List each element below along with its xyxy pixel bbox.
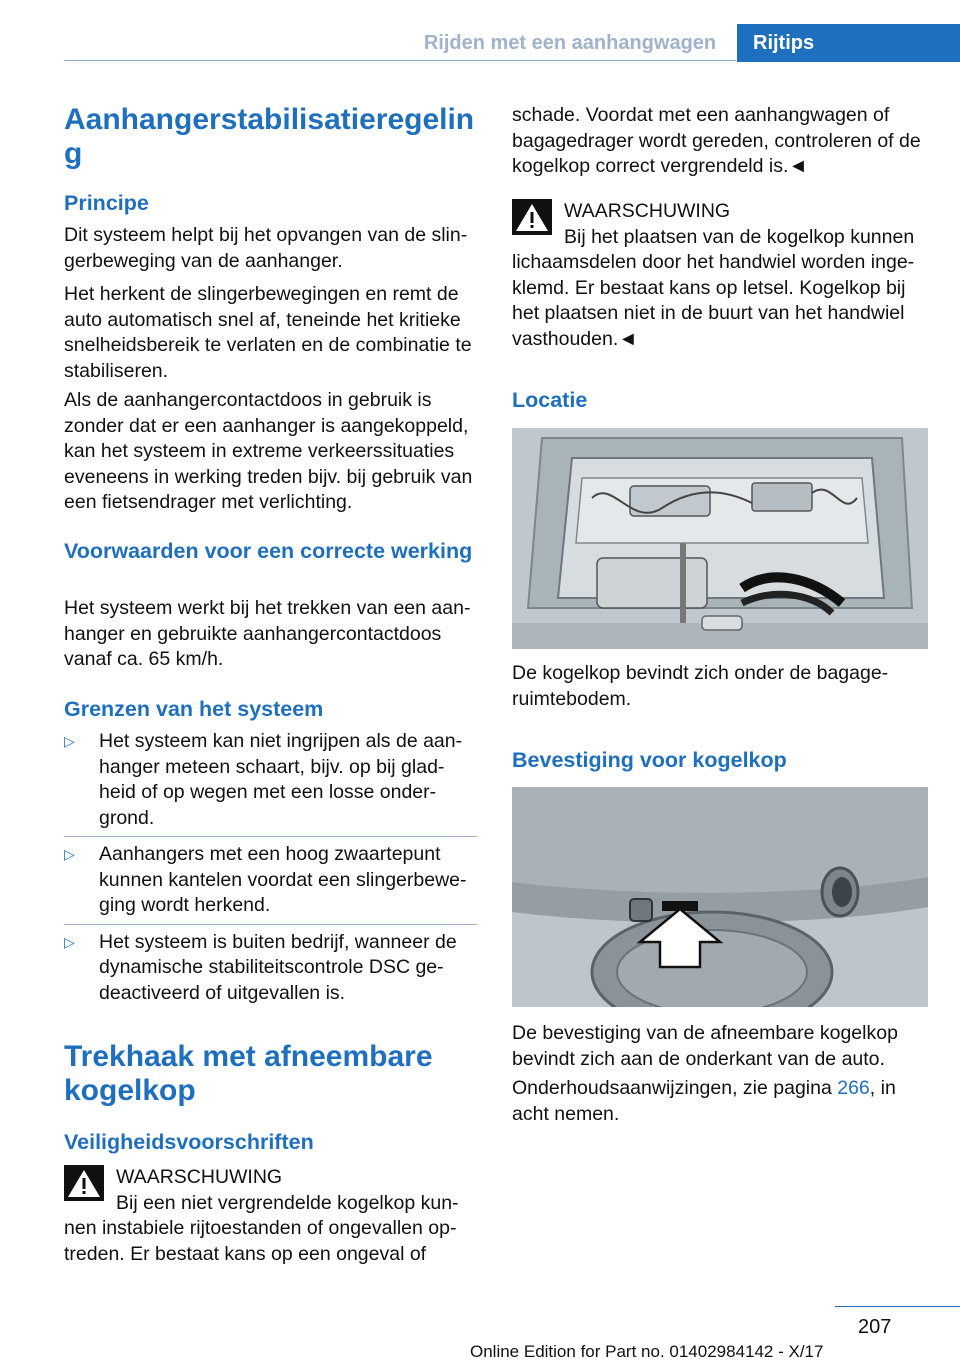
list-item [64,729,477,836]
heading-trekhaak: Trekhaak met afneembare kogelkop [64,1040,433,1107]
list-item-text: Aanhangers met een hoog zwaartepunt kunnen kantelen voordat een slingerbewe-ging wordt herkend. [99,843,467,916]
paragraph-bevestiging-2 [512,1076,928,1127]
heading-bevestiging: Bevestiging voor kogelkop [512,748,787,772]
warning-triangle-icon [512,199,552,235]
list-item-text: Het systeem kan niet ingrijpen als de aan-hanger meteen schaart, bijv. op bij glad-heid of op wegen met een losse onder-grond. [99,730,463,829]
heading-veiligheidsvoorschriften: Veiligheidsvoorschriften [64,1130,314,1154]
warning-triangle-icon [64,1165,104,1201]
bullet-list-grenzen [64,729,477,1006]
paragraph-bevestiging-1: De bevestiging van de afneembare kogelkop bevindt zich aan de onderkant van de auto. [512,1022,898,1070]
warning-label: WAARSCHUWING [116,1166,283,1188]
running-header-chapter: Rijtips [737,24,960,62]
triangle-right-icon: ▷ [64,933,75,950]
text-segment: , in acht nemen. [512,1077,896,1125]
header-rule [64,60,736,61]
paragraph-principe-3: Als de aanhangercontactdoos in gebruik is zonder dat er een aanhanger is aangekoppeld, kan het systeem in extreme verkeerssituaties eveneens in werking treden bijv. bij gebruik van een fietsendrager met verlichting. [64,389,473,513]
warning-block-2 [512,199,928,352]
running-header-section: Rijden met een aanhangwagen [423,32,717,54]
heading-aanhangerstabilisatieregeling: Aanhangerstabilisatieregelin g [64,103,475,170]
warning-text: nen instabiele rijtoestanden of ongevallen op-treden. Er bestaat kans op een ongeval of [64,1217,457,1265]
heading-locatie: Locatie [512,388,588,412]
list-item-divider [64,924,477,925]
warning-text: lichaamsdelen door het handwiel worden inge-klemd. Er bestaat kans op letsel. Kogelkop bij het plaatsen niet in de buurt van het handwiel vasthouden.◄ [512,251,915,350]
paragraph-principe-2: Het herkent de slingerbewegingen en remt de auto automatisch snel af, teneinde het kritieke snelheidsbereik te verlaten en de combinatie te stabiliseren. [64,283,472,382]
warning-block-1 [64,1165,477,1267]
list-item [64,842,477,924]
paragraph-warning-continued: schade. Voordat met een aanhangwagen of bagagedrager wordt gereden, controleren of de kogelkop correct vergrendeld is.◄ [512,104,921,177]
list-item-text: Het systeem is buiten bedrijf, wanneer de dynamische stabiliteitscontrole DSC ge-deactiveerd of uitgevallen is. [99,930,457,1004]
paragraph-principe-1: Dit systeem helpt bij het opvangen van de slin-gerbeweging van de aanhanger. [64,224,468,272]
text-segment: Onderhoudsaanwijzingen, zie pagina [512,1077,838,1099]
warning-label: WAARSCHUWING [564,200,731,222]
triangle-right-icon: ▷ [64,846,75,862]
page-number-rule [835,1306,960,1307]
page-reference-link[interactable]: 266 [837,1077,870,1099]
triangle-right-icon: ▷ [64,733,75,749]
warning-text-first-line: Bij het plaatsen van de kogelkop kunnen [564,225,915,248]
heading-principe: Principe [64,191,149,215]
underside-bumper-illustration [512,787,928,1007]
page-number: 207 [858,1316,892,1338]
footer-edition: Online Edition for Part no. 01402984142 - X/17 [470,1342,824,1361]
paragraph-locatie: De kogelkop bevindt zich onder de bagage-ruimtebodem. [512,662,889,710]
heading-grenzen: Grenzen van het systeem [64,697,324,721]
paragraph-voorwaarden: Het systeem werkt bij het trekken van een aan-hanger en gebruikte aanhangercontactdoos vanaf ca. 65 km/h. [64,597,471,670]
warning-text-first-line: Bij een niet vergrendelde kogelkop kun- [116,1191,459,1214]
list-item [64,930,477,1007]
trunk-floor-illustration [512,428,928,649]
heading-voorwaarden: Voorwaarden voor een correcte werking [64,539,473,563]
list-item-divider [64,836,477,837]
